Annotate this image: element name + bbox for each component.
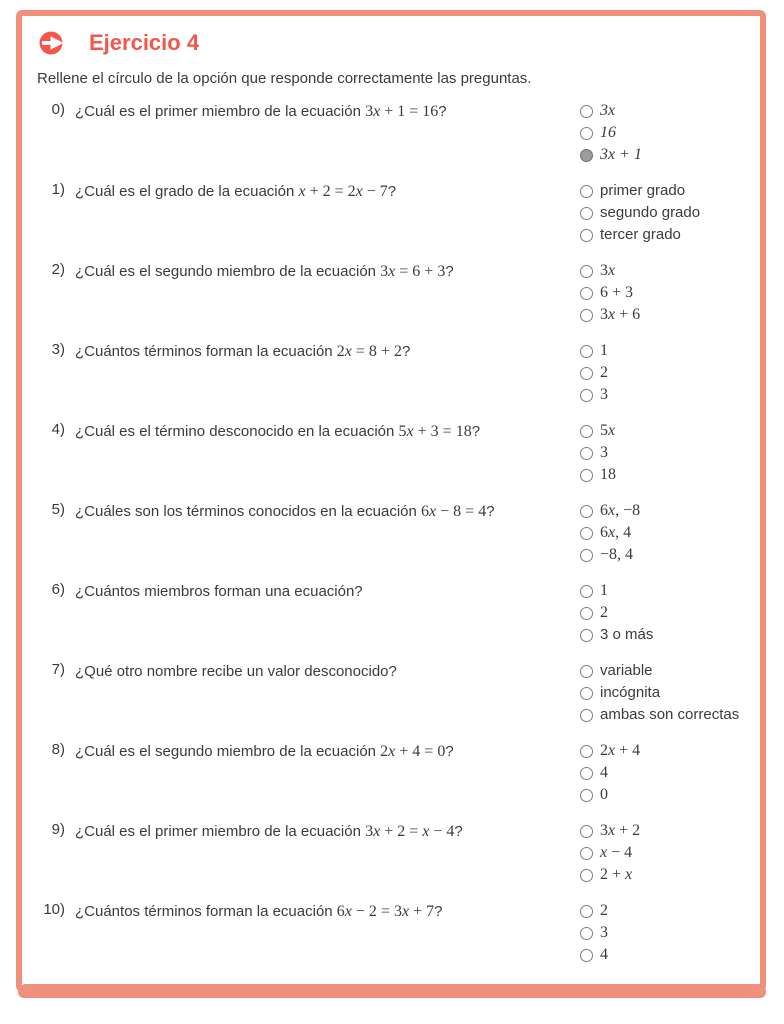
option-label: 1 — [600, 582, 608, 599]
radio-button-icon[interactable] — [580, 585, 593, 598]
question-text: ¿Cuántos miembros forman una ecuación? — [75, 583, 363, 600]
option-item — [580, 684, 756, 702]
option-label: 4 — [600, 764, 608, 781]
radio-button-icon[interactable] — [580, 185, 593, 198]
option-label: 6x, −8 — [600, 502, 641, 519]
option-label: 3x + 2 — [600, 822, 641, 839]
option-label: 0 — [600, 786, 608, 803]
option-label: ambas son correctas — [600, 706, 740, 723]
option-item — [580, 284, 756, 302]
question-text: ¿Cuál es el segundo miembro de la ecuación 2x + 4 = 0? — [75, 743, 454, 760]
option-label: incógnita — [600, 684, 661, 701]
option-label: 2 + x — [600, 866, 633, 883]
question-row — [37, 581, 756, 651]
question-row — [37, 901, 756, 971]
option-label: 3x + 1 — [600, 146, 642, 163]
question-text: ¿Cuántos términos forman la ecuación 6x − 2 = 3x + 7? — [75, 903, 443, 920]
option-item — [580, 124, 756, 142]
option-label: primer grado — [600, 182, 686, 199]
question-number: 4) — [51, 421, 65, 438]
radio-button-icon[interactable] — [580, 367, 593, 380]
radio-button-icon[interactable] — [580, 869, 593, 882]
option-label: 5x — [600, 422, 616, 439]
option-item — [580, 582, 756, 600]
question-number: 0) — [51, 101, 65, 118]
worksheet-frame — [16, 10, 766, 992]
radio-button-icon[interactable] — [580, 745, 593, 758]
option-item — [580, 306, 756, 324]
option-label: 16 — [600, 124, 616, 141]
bottom-accent-bar — [18, 984, 766, 998]
radio-button-icon[interactable] — [580, 927, 593, 940]
option-item — [580, 902, 756, 920]
question-number: 3) — [51, 341, 65, 358]
question-number: 5) — [51, 501, 65, 518]
question-text: ¿Cuál es el término desconocido en la ecuación 5x + 3 = 18? — [75, 423, 481, 440]
option-item — [580, 226, 756, 244]
radio-button-icon[interactable] — [580, 629, 593, 642]
option-label: 3 — [600, 386, 608, 403]
option-item — [580, 502, 756, 520]
radio-button-icon[interactable] — [580, 687, 593, 700]
radio-button-icon[interactable] — [580, 265, 593, 278]
question-text: ¿Cuál es el primer miembro de la ecuación 3x + 1 = 16? — [75, 103, 447, 120]
option-label: 1 — [600, 342, 608, 359]
option-label: x − 4 — [600, 844, 633, 861]
radio-button-icon[interactable] — [580, 607, 593, 620]
exercise-header — [22, 16, 760, 57]
option-item — [580, 662, 756, 680]
option-label: 3x — [600, 262, 616, 279]
option-label: 6 + 3 — [600, 284, 634, 301]
instruction-text: Rellene el círculo de la opción que responde correctamente las preguntas. — [37, 70, 532, 87]
option-label: 3 — [600, 444, 608, 461]
option-item — [580, 546, 756, 564]
option-label: 3 — [600, 924, 608, 941]
radio-button-icon[interactable] — [580, 905, 593, 918]
question-row — [37, 821, 756, 891]
question-row — [37, 181, 756, 251]
radio-button-icon[interactable] — [580, 505, 593, 518]
option-label: tercer grado — [600, 226, 681, 243]
question-row — [37, 101, 756, 171]
radio-button-icon[interactable] — [580, 767, 593, 780]
option-item — [580, 764, 756, 782]
radio-button-icon[interactable] — [580, 549, 593, 562]
option-label: 3x — [600, 102, 616, 119]
option-group — [580, 101, 756, 168]
radio-button-icon[interactable] — [580, 207, 593, 220]
option-group — [580, 261, 756, 328]
option-label: 2 — [600, 902, 608, 919]
question-number: 8) — [51, 741, 65, 758]
option-item — [580, 822, 756, 840]
radio-button-icon[interactable] — [580, 127, 593, 140]
radio-button-icon[interactable] — [580, 345, 593, 358]
option-label: 6x, 4 — [600, 524, 632, 541]
option-group — [580, 341, 756, 408]
option-item — [580, 466, 756, 484]
option-item — [580, 524, 756, 542]
radio-button-icon[interactable] — [580, 847, 593, 860]
option-item — [580, 706, 756, 724]
question-number: 6) — [51, 581, 65, 598]
page-title: Ejercicio 4 — [89, 30, 200, 55]
option-group — [580, 181, 756, 248]
radio-button-icon[interactable] — [580, 287, 593, 300]
question-row — [37, 741, 756, 811]
option-label: 2 — [600, 364, 608, 381]
question-text: ¿Qué otro nombre recibe un valor desconocido? — [75, 663, 397, 680]
option-item — [580, 422, 756, 440]
option-group — [580, 821, 756, 888]
arrow-right-circle-icon — [38, 29, 66, 57]
question-text: ¿Cuál es el segundo miembro de la ecuación 3x = 6 + 3? — [75, 263, 454, 280]
option-label: 18 — [600, 466, 616, 483]
radio-button-icon[interactable] — [580, 665, 593, 678]
option-item — [580, 262, 756, 280]
option-group — [580, 421, 756, 488]
radio-button-icon[interactable] — [580, 309, 593, 322]
option-item — [580, 146, 756, 164]
option-item — [580, 204, 756, 222]
question-row — [37, 421, 756, 491]
option-item — [580, 924, 756, 942]
question-number: 1) — [51, 181, 65, 198]
option-item — [580, 444, 756, 462]
question-number: 9) — [51, 821, 65, 838]
option-item — [580, 946, 756, 964]
question-text: ¿Cuántos términos forman la ecuación 2x = 8 + 2? — [75, 343, 411, 360]
option-label: 3 o más — [600, 626, 654, 643]
radio-button-icon[interactable] — [580, 789, 593, 802]
option-label: 2x + 4 — [600, 742, 641, 759]
option-label: 2 — [600, 604, 608, 621]
option-item — [580, 342, 756, 360]
question-text: ¿Cuál es el grado de la ecuación x + 2 = 2x − 7? — [75, 183, 397, 200]
option-group — [580, 661, 756, 728]
option-item — [580, 604, 756, 622]
question-list — [22, 87, 760, 971]
question-text: ¿Cuál es el primer miembro de la ecuación 3x + 2 = x − 4? — [75, 823, 463, 840]
option-item — [580, 386, 756, 404]
question-number: 7) — [51, 661, 65, 678]
radio-button-icon[interactable] — [580, 709, 593, 722]
option-item — [580, 786, 756, 804]
option-item — [580, 844, 756, 862]
question-text: ¿Cuáles son los términos conocidos en la ecuación 6x − 8 = 4? — [75, 503, 495, 520]
radio-button-icon[interactable] — [580, 469, 593, 482]
option-group — [580, 581, 756, 648]
radio-button-icon[interactable] — [580, 825, 593, 838]
radio-button-icon[interactable] — [580, 949, 593, 962]
question-number: 10) — [43, 901, 65, 918]
radio-button-icon[interactable] — [580, 389, 593, 402]
option-label: variable — [600, 662, 653, 679]
option-label: −8, 4 — [600, 546, 634, 563]
question-row — [37, 341, 756, 411]
question-number: 2) — [51, 261, 65, 278]
option-item — [580, 102, 756, 120]
option-item — [580, 742, 756, 760]
option-item — [580, 626, 756, 644]
option-item — [580, 364, 756, 382]
radio-button-icon[interactable] — [580, 425, 593, 438]
option-group — [580, 501, 756, 568]
radio-button-icon[interactable] — [580, 105, 593, 118]
question-row — [37, 661, 756, 731]
option-item — [580, 866, 756, 884]
radio-button-icon[interactable] — [580, 447, 593, 460]
radio-button-icon[interactable] — [580, 149, 593, 162]
option-label: 4 — [600, 946, 608, 963]
option-group — [580, 741, 756, 808]
radio-button-icon[interactable] — [580, 527, 593, 540]
radio-button-icon[interactable] — [580, 229, 593, 242]
question-row — [37, 261, 756, 331]
question-row — [37, 501, 756, 571]
option-label: segundo grado — [600, 204, 701, 221]
option-label: 3x + 6 — [600, 306, 641, 323]
option-item — [580, 182, 756, 200]
option-group — [580, 901, 756, 968]
